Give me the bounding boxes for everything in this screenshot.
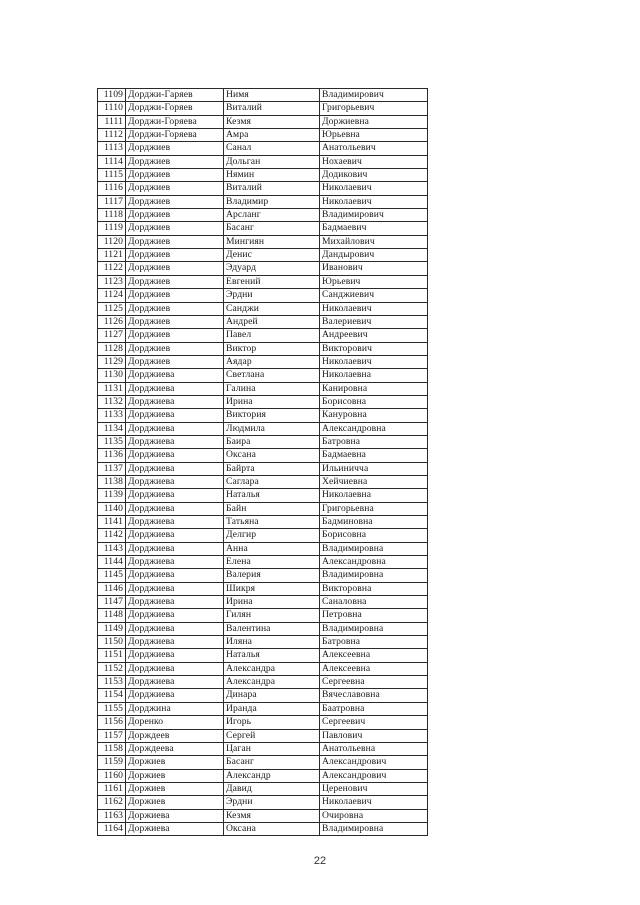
patronymic-cell: Бадмаевна	[320, 449, 428, 462]
first-name-cell: Дольган	[224, 155, 320, 168]
last-name-cell: Дорджи-Горяева	[126, 115, 224, 128]
patronymic-cell: Николаевич	[320, 796, 428, 809]
row-number: 1158	[98, 742, 126, 755]
last-name-cell: Дорджиев	[126, 289, 224, 302]
first-name-cell: Наталья	[224, 649, 320, 662]
patronymic-cell: Доржиевна	[320, 115, 428, 128]
first-name-cell: Цаган	[224, 742, 320, 755]
table-row	[98, 369, 428, 382]
row-number: 1129	[98, 355, 126, 368]
last-name-cell: Доренко	[126, 716, 224, 729]
row-number: 1121	[98, 249, 126, 262]
first-name-cell: Ирина	[224, 596, 320, 609]
last-name-cell: Дорджиева	[126, 542, 224, 555]
row-number: 1141	[98, 516, 126, 529]
row-number: 1140	[98, 502, 126, 515]
row-number: 1116	[98, 182, 126, 195]
last-name-cell: Дорджиев	[126, 275, 224, 288]
table-row	[98, 342, 428, 355]
row-number: 1137	[98, 462, 126, 475]
table-row	[98, 449, 428, 462]
first-name-cell: Сергей	[224, 729, 320, 742]
first-name-cell: Людмила	[224, 422, 320, 435]
row-number: 1139	[98, 489, 126, 502]
last-name-cell: Дорджиева	[126, 609, 224, 622]
table-row	[98, 422, 428, 435]
first-name-cell: Нимя	[224, 89, 320, 102]
first-name-cell: Наталья	[224, 489, 320, 502]
patronymic-cell: Батровна	[320, 636, 428, 649]
patronymic-cell: Александрович	[320, 756, 428, 769]
table-row	[98, 155, 428, 168]
table-row	[98, 796, 428, 809]
last-name-cell: Дорджиев	[126, 342, 224, 355]
last-name-cell: Дорждеев	[126, 729, 224, 742]
last-name-cell: Дорджиева	[126, 409, 224, 422]
patronymic-cell: Владимирович	[320, 209, 428, 222]
patronymic-cell: Николаевич	[320, 182, 428, 195]
last-name-cell: Дорджиев	[126, 169, 224, 182]
row-number: 1109	[98, 89, 126, 102]
patronymic-cell: Хейчиевна	[320, 475, 428, 488]
table-row	[98, 115, 428, 128]
row-number: 1163	[98, 809, 126, 822]
name-list-table	[97, 88, 428, 836]
table-row	[98, 89, 428, 102]
last-name-cell: Дорджиева	[126, 516, 224, 529]
first-name-cell: Басанг	[224, 756, 320, 769]
last-name-cell: Дорджиева	[126, 395, 224, 408]
last-name-cell: Доржиев	[126, 756, 224, 769]
last-name-cell: Дорджиева	[126, 596, 224, 609]
patronymic-cell: Нохаевич	[320, 155, 428, 168]
page-number: 22	[313, 855, 327, 867]
patronymic-cell: Петровна	[320, 609, 428, 622]
table-row	[98, 809, 428, 822]
first-name-cell: Кезмя	[224, 115, 320, 128]
first-name-cell: Виктория	[224, 409, 320, 422]
patronymic-cell: Церенович	[320, 782, 428, 795]
first-name-cell: Игорь	[224, 716, 320, 729]
table-row	[98, 262, 428, 275]
first-name-cell: Шикря	[224, 582, 320, 595]
last-name-cell: Дорджи-Гаряев	[126, 89, 224, 102]
row-number: 1136	[98, 449, 126, 462]
row-number: 1118	[98, 209, 126, 222]
first-name-cell: Байн	[224, 502, 320, 515]
patronymic-cell: Анатольевич	[320, 142, 428, 155]
patronymic-cell: Владимировна	[320, 622, 428, 635]
last-name-cell: Дорджиев	[126, 155, 224, 168]
row-number: 1125	[98, 302, 126, 315]
patronymic-cell: Владимирович	[320, 89, 428, 102]
row-number: 1164	[98, 822, 126, 835]
row-number: 1110	[98, 102, 126, 115]
patronymic-cell: Александровна	[320, 422, 428, 435]
row-number: 1153	[98, 676, 126, 689]
row-number: 1149	[98, 622, 126, 635]
last-name-cell: Дорджиева	[126, 622, 224, 635]
table-row	[98, 222, 428, 235]
patronymic-cell: Григорьевич	[320, 102, 428, 115]
patronymic-cell: Додикович	[320, 169, 428, 182]
first-name-cell: Иляна	[224, 636, 320, 649]
row-number: 1135	[98, 435, 126, 448]
last-name-cell: Дорджиев	[126, 329, 224, 342]
last-name-cell: Доржиев	[126, 769, 224, 782]
table-row	[98, 689, 428, 702]
patronymic-cell: Бадминовна	[320, 516, 428, 529]
patronymic-cell: Сергеевна	[320, 676, 428, 689]
table-row	[98, 756, 428, 769]
last-name-cell: Дорджиев	[126, 222, 224, 235]
patronymic-cell: Владимировна	[320, 569, 428, 582]
first-name-cell: Эрдни	[224, 796, 320, 809]
last-name-cell: Дорджиев	[126, 355, 224, 368]
patronymic-cell: Валериевич	[320, 315, 428, 328]
last-name-cell: Дорджиев	[126, 142, 224, 155]
row-number: 1117	[98, 195, 126, 208]
first-name-cell: Андрей	[224, 315, 320, 328]
row-number: 1132	[98, 395, 126, 408]
last-name-cell: Дорджиев	[126, 315, 224, 328]
row-number: 1162	[98, 796, 126, 809]
last-name-cell: Дорджиева	[126, 662, 224, 675]
patronymic-cell: Борисовна	[320, 395, 428, 408]
table-row	[98, 209, 428, 222]
first-name-cell: Гилян	[224, 609, 320, 622]
patronymic-cell: Канировна	[320, 382, 428, 395]
first-name-cell: Ирина	[224, 395, 320, 408]
table-row	[98, 609, 428, 622]
last-name-cell: Дорджиев	[126, 249, 224, 262]
row-number: 1120	[98, 235, 126, 248]
row-number: 1152	[98, 662, 126, 675]
patronymic-cell: Александровна	[320, 556, 428, 569]
last-name-cell: Дорджиева	[126, 582, 224, 595]
row-number: 1130	[98, 369, 126, 382]
patronymic-cell: Вячеславовна	[320, 689, 428, 702]
first-name-cell: Павел	[224, 329, 320, 342]
first-name-cell: Анна	[224, 542, 320, 555]
table-row	[98, 569, 428, 582]
row-number: 1155	[98, 702, 126, 715]
table-row	[98, 676, 428, 689]
row-number: 1133	[98, 409, 126, 422]
row-number: 1122	[98, 262, 126, 275]
table-row	[98, 702, 428, 715]
table-row	[98, 329, 428, 342]
last-name-cell: Дорджиев	[126, 302, 224, 315]
row-number: 1143	[98, 542, 126, 555]
row-number: 1154	[98, 689, 126, 702]
table-row	[98, 769, 428, 782]
row-number: 1126	[98, 315, 126, 328]
table-row	[98, 475, 428, 488]
patronymic-cell: Николаевич	[320, 355, 428, 368]
table-row	[98, 169, 428, 182]
last-name-cell: Дорджиева	[126, 489, 224, 502]
first-name-cell: Нямин	[224, 169, 320, 182]
first-name-cell: Галина	[224, 382, 320, 395]
row-number: 1119	[98, 222, 126, 235]
first-name-cell: Александра	[224, 662, 320, 675]
patronymic-cell: Анатольевна	[320, 742, 428, 755]
last-name-cell: Дорджина	[126, 702, 224, 715]
patronymic-cell: Владимировна	[320, 822, 428, 835]
patronymic-cell: Ильиничча	[320, 462, 428, 475]
row-number: 1148	[98, 609, 126, 622]
first-name-cell: Делгир	[224, 529, 320, 542]
row-number: 1151	[98, 649, 126, 662]
row-number: 1111	[98, 115, 126, 128]
row-number: 1161	[98, 782, 126, 795]
row-number: 1159	[98, 756, 126, 769]
patronymic-cell: Очировна	[320, 809, 428, 822]
row-number: 1124	[98, 289, 126, 302]
row-number: 1146	[98, 582, 126, 595]
first-name-cell: Аядар	[224, 355, 320, 368]
patronymic-cell: Викторовна	[320, 582, 428, 595]
row-number: 1114	[98, 155, 126, 168]
patronymic-cell: Александрович	[320, 769, 428, 782]
last-name-cell: Дорджиева	[126, 636, 224, 649]
row-number: 1145	[98, 569, 126, 582]
first-name-cell: Светлана	[224, 369, 320, 382]
last-name-cell: Дорджиева	[126, 369, 224, 382]
table-row	[98, 249, 428, 262]
row-number: 1134	[98, 422, 126, 435]
row-number: 1115	[98, 169, 126, 182]
patronymic-cell: Бадмаевич	[320, 222, 428, 235]
last-name-cell: Дорджиева	[126, 529, 224, 542]
table-row	[98, 315, 428, 328]
last-name-cell: Доржиев	[126, 796, 224, 809]
first-name-cell: Владимир	[224, 195, 320, 208]
first-name-cell: Санджи	[224, 302, 320, 315]
first-name-cell: Валерия	[224, 569, 320, 582]
first-name-cell: Иранда	[224, 702, 320, 715]
first-name-cell: Виктор	[224, 342, 320, 355]
patronymic-cell: Николаевич	[320, 302, 428, 315]
last-name-cell: Дорджиева	[126, 435, 224, 448]
table-row	[98, 556, 428, 569]
patronymic-cell: Юрьевич	[320, 275, 428, 288]
patronymic-cell: Батровна	[320, 435, 428, 448]
first-name-cell: Елена	[224, 556, 320, 569]
patronymic-cell: Григорьевна	[320, 502, 428, 515]
first-name-cell: Виталий	[224, 102, 320, 115]
last-name-cell: Дорджиева	[126, 422, 224, 435]
table-row	[98, 355, 428, 368]
first-name-cell: Валентина	[224, 622, 320, 635]
last-name-cell: Дорджиева	[126, 462, 224, 475]
first-name-cell: Виталий	[224, 182, 320, 195]
last-name-cell: Дорджиева	[126, 689, 224, 702]
patronymic-cell: Иванович	[320, 262, 428, 275]
table-row	[98, 182, 428, 195]
last-name-cell: Дорджи-Горяев	[126, 102, 224, 115]
first-name-cell: Баира	[224, 435, 320, 448]
patronymic-cell: Дандырович	[320, 249, 428, 262]
patronymic-cell: Юрьевна	[320, 129, 428, 142]
first-name-cell: Александр	[224, 769, 320, 782]
row-number: 1157	[98, 729, 126, 742]
table-row	[98, 662, 428, 675]
row-number: 1138	[98, 475, 126, 488]
table-row	[98, 529, 428, 542]
name-list-body	[98, 89, 428, 836]
patronymic-cell: Михайлович	[320, 235, 428, 248]
table-row	[98, 302, 428, 315]
table-row	[98, 729, 428, 742]
first-name-cell: Эрдни	[224, 289, 320, 302]
patronymic-cell: Викторович	[320, 342, 428, 355]
first-name-cell: Оксана	[224, 822, 320, 835]
row-number: 1144	[98, 556, 126, 569]
patronymic-cell: Владимировна	[320, 542, 428, 555]
patronymic-cell: Кануровна	[320, 409, 428, 422]
table-row	[98, 102, 428, 115]
row-number: 1127	[98, 329, 126, 342]
first-name-cell: Евгений	[224, 275, 320, 288]
table-row	[98, 636, 428, 649]
first-name-cell: Амра	[224, 129, 320, 142]
first-name-cell: Денис	[224, 249, 320, 262]
table-row	[98, 409, 428, 422]
patronymic-cell: Санджиевич	[320, 289, 428, 302]
first-name-cell: Кезмя	[224, 809, 320, 822]
row-number: 1131	[98, 382, 126, 395]
table-row	[98, 289, 428, 302]
table-row	[98, 435, 428, 448]
last-name-cell: Дорджиева	[126, 649, 224, 662]
last-name-cell: Дорджиев	[126, 182, 224, 195]
table-row	[98, 502, 428, 515]
table-row	[98, 489, 428, 502]
table-row	[98, 782, 428, 795]
last-name-cell: Дорджиева	[126, 556, 224, 569]
last-name-cell: Дорджиева	[126, 569, 224, 582]
last-name-cell: Дорджи-Горяева	[126, 129, 224, 142]
table-row	[98, 195, 428, 208]
first-name-cell: Эдуард	[224, 262, 320, 275]
table-row	[98, 822, 428, 835]
first-name-cell: Оксана	[224, 449, 320, 462]
last-name-cell: Дорджиева	[126, 449, 224, 462]
last-name-cell: Дорджиева	[126, 676, 224, 689]
last-name-cell: Дорджиев	[126, 209, 224, 222]
table-row	[98, 582, 428, 595]
table-row	[98, 596, 428, 609]
last-name-cell: Дорджиев	[126, 195, 224, 208]
patronymic-cell: Андреевич	[320, 329, 428, 342]
table-row	[98, 649, 428, 662]
table-row	[98, 129, 428, 142]
row-number: 1113	[98, 142, 126, 155]
row-number: 1142	[98, 529, 126, 542]
table-row	[98, 462, 428, 475]
table-row	[98, 622, 428, 635]
first-name-cell: Басанг	[224, 222, 320, 235]
first-name-cell: Санал	[224, 142, 320, 155]
row-number: 1160	[98, 769, 126, 782]
patronymic-cell: Павлович	[320, 729, 428, 742]
table-row	[98, 275, 428, 288]
patronymic-cell: Николаевич	[320, 195, 428, 208]
last-name-cell: Дорджиев	[126, 262, 224, 275]
first-name-cell: Мингиян	[224, 235, 320, 248]
patronymic-cell: Николаевна	[320, 489, 428, 502]
first-name-cell: Александра	[224, 676, 320, 689]
row-number: 1123	[98, 275, 126, 288]
first-name-cell: Динара	[224, 689, 320, 702]
row-number: 1128	[98, 342, 126, 355]
last-name-cell: Дорждеева	[126, 742, 224, 755]
table-row	[98, 742, 428, 755]
patronymic-cell: Саналовна	[320, 596, 428, 609]
first-name-cell: Арсланг	[224, 209, 320, 222]
last-name-cell: Дорджиева	[126, 475, 224, 488]
first-name-cell: Татьяна	[224, 516, 320, 529]
table-row	[98, 716, 428, 729]
patronymic-cell: Борисовна	[320, 529, 428, 542]
row-number: 1147	[98, 596, 126, 609]
table-row	[98, 516, 428, 529]
row-number: 1156	[98, 716, 126, 729]
table-row	[98, 382, 428, 395]
first-name-cell: Байрта	[224, 462, 320, 475]
row-number: 1112	[98, 129, 126, 142]
first-name-cell: Саглара	[224, 475, 320, 488]
table-row	[98, 142, 428, 155]
table-row	[98, 395, 428, 408]
patronymic-cell: Баатровна	[320, 702, 428, 715]
first-name-cell: Давид	[224, 782, 320, 795]
last-name-cell: Дорджиев	[126, 235, 224, 248]
table-row	[98, 235, 428, 248]
patronymic-cell: Николаевна	[320, 369, 428, 382]
last-name-cell: Доржиева	[126, 822, 224, 835]
last-name-cell: Дорджиева	[126, 502, 224, 515]
patronymic-cell: Сергеевич	[320, 716, 428, 729]
table-row	[98, 542, 428, 555]
last-name-cell: Доржиева	[126, 809, 224, 822]
row-number: 1150	[98, 636, 126, 649]
patronymic-cell: Алексеевна	[320, 662, 428, 675]
patronymic-cell: Алексеевна	[320, 649, 428, 662]
last-name-cell: Дорджиева	[126, 382, 224, 395]
last-name-cell: Доржиев	[126, 782, 224, 795]
